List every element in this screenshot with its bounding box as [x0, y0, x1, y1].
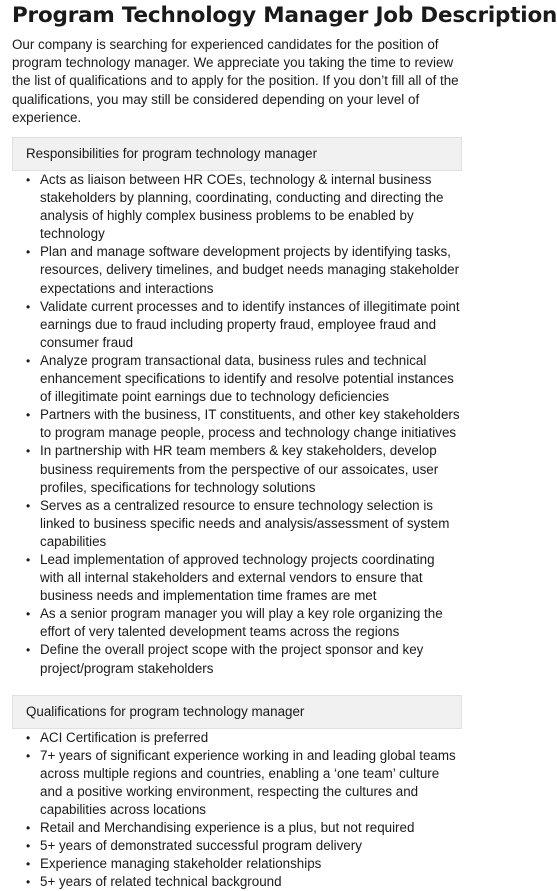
list-item: • Partners with the business, IT constituents, and other key stakeholders to program manage people, process and technology change initiatives: [26, 407, 460, 441]
responsibilities-list: [12, 171, 462, 678]
bullet-icon: •: [26, 173, 31, 188]
list-item: • Serves as a centralized resource to ensure technology selection is linked to business specific needs and analysis/assessment of system capabilities: [26, 497, 450, 549]
bullet-icon: •: [26, 607, 31, 622]
intro-paragraph: Our company is searching for experienced candidates for the position of program technology manager. We appreciate you taking the time to review the list of qualifications and to apply for the position. If you don’t fill all of the qualifications, you may still be considered depending on your level of experience.: [12, 37, 459, 125]
bullet-icon: •: [26, 498, 31, 513]
list-item: • Acts as liaison between HR COEs, technology & internal business stakeholders by planning, coordinating, conducting and directing the analysis of highly complex business problems to be enabled by technology: [26, 172, 444, 242]
bullet-icon: •: [26, 245, 31, 260]
list-item: • In partnership with HR team members & key stakeholders, develop business requirements from the perspective of our assoicates, user profiles, specifications for technology solutions: [26, 443, 439, 495]
list-item: • Define the overall project scope with the project sponsor and key project/program stakeholders: [26, 642, 424, 676]
list-item: • ACI Certification is preferred: [12, 729, 462, 747]
bullet-icon: •: [26, 408, 31, 423]
bullet-icon: •: [26, 821, 31, 836]
bullet-icon: •: [26, 299, 31, 314]
list-item: • Retail and Merchandising experience is a plus, but not required: [12, 819, 462, 837]
list-item: • Validate current processes and to identify instances of illegitimate point earnings due to fraud including property fraud, employee fraud and consumer fraud: [26, 298, 460, 350]
list-item: • Analyze program transactional data, business rules and technical enhancement specifications to identify and resolve potential instances of illegitimate point earnings due to technology deficiencies: [26, 352, 454, 405]
bullet-icon: •: [26, 444, 31, 459]
qualifications-list: [12, 729, 462, 891]
list-item: • Experience managing stakeholder relationships: [12, 855, 462, 873]
responsibilities-heading: Responsibilities for program technology manager: [12, 137, 462, 171]
bullet-icon: •: [26, 748, 31, 763]
list-item: • As a senior program manager you will play a key role organizing the effort of very talented development teams across the regions: [26, 606, 443, 640]
bullet-icon: •: [26, 643, 31, 658]
bullet-icon: •: [26, 875, 31, 890]
list-item: • Lead implementation of approved technology projects coordinating with all internal stakeholders and external vendors to ensure that business needs and implementation time frames are met: [26, 551, 435, 604]
page-title: Program Technology Manager Job Description: [12, 3, 557, 28]
qualifications-heading: Qualifications for program technology manager: [12, 695, 462, 729]
bullet-icon: •: [26, 839, 31, 854]
list-item: • 5+ years of demonstrated successful program delivery: [12, 837, 462, 855]
bullet-icon: •: [26, 730, 31, 745]
list-item: • Plan and manage software development projects by identifying tasks, resources, delivery timelines, and budget needs managing stakeholder expectations and interactions: [26, 244, 460, 296]
list-item: • 5+ years of related technical background: [12, 873, 462, 891]
bullet-icon: •: [26, 552, 31, 567]
bullet-icon: •: [26, 857, 31, 872]
list-item: • 7+ years of significant experience working in and leading global teams across multiple regions and countries, enabling a ‘one team’ culture and a positive working environment, respecting the cultures and capabilities across locations: [26, 747, 456, 818]
bullet-icon: •: [26, 353, 31, 368]
